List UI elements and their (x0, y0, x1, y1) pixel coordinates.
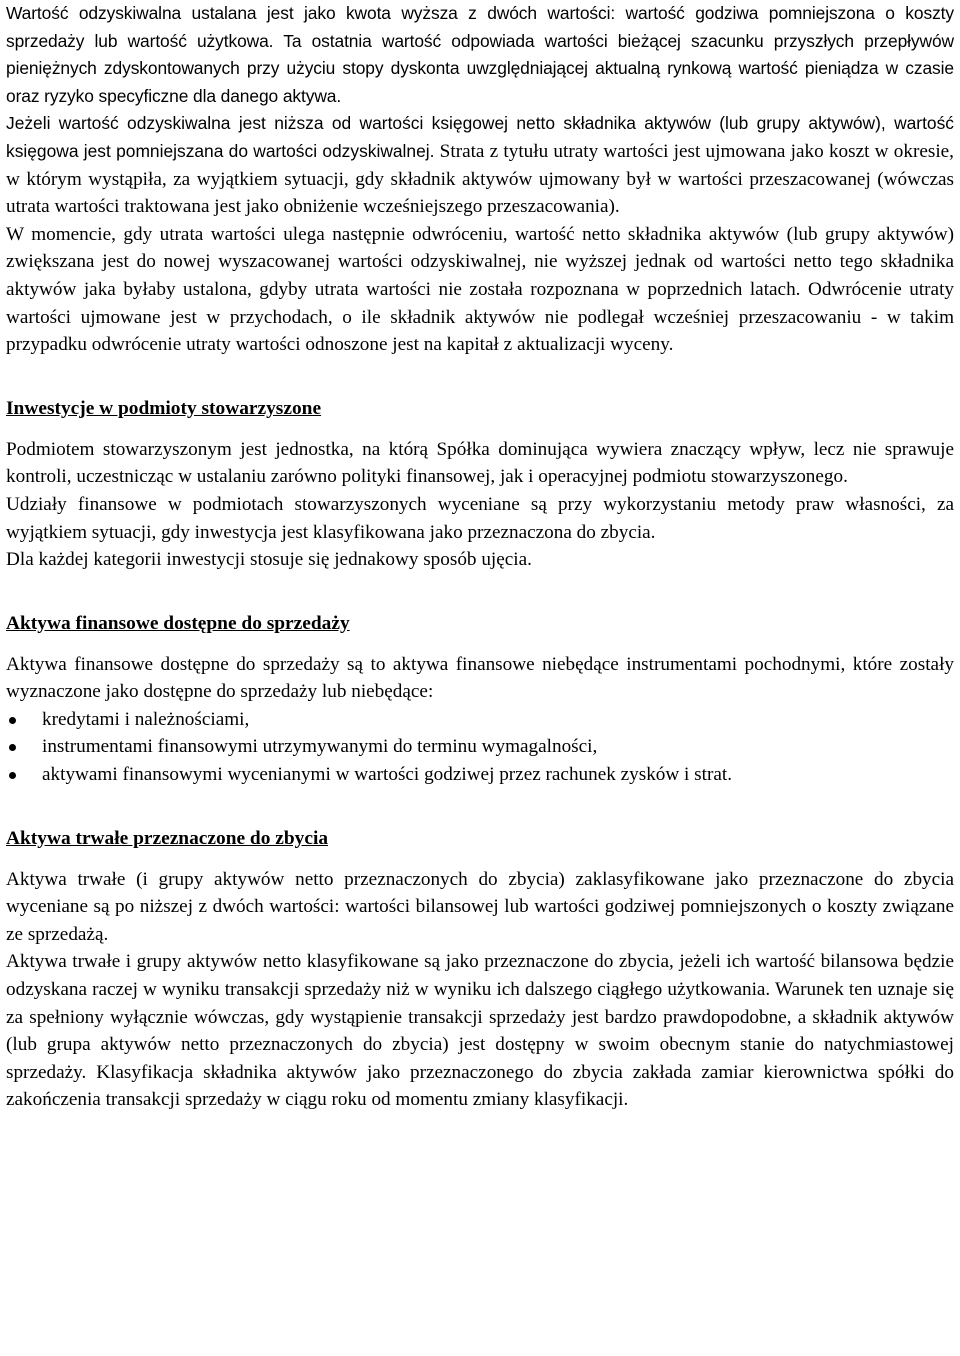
heading-associates: Inwestycje w podmioty stowarzyszone (6, 397, 322, 419)
paragraph-associates-valuation: Udziały finansowe w podmiotach stowarzyszonych wyceniane są przy wykorzystaniu metody praw własności, za wyjątkiem sytuacji, gdy inwestycja jest klasyfikowana jako przeznaczona do zbycia. (6, 493, 954, 543)
paragraph-held-for-sale-valuation: Aktywa trwałe (i grupy aktywów netto przeznaczonych do zbycia) zaklasyfikowane jako przeznaczone do zbycia wyceniane są po niższej z dwóch wartości: wartości bilansowej lub wartości godziwej pomniejszonych o koszty związane ze sprzedażą. (6, 868, 954, 945)
paragraph-recoverable-value: Wartość odzyskiwalna ustalana jest jako kwota wyższa z dwóch wartości: wartość godziwa pomniejszona o koszty sprzedaży lub wartość użytkowa. Ta ostatnia wartość odpowiada wartości bieżącej szacunku przyszłych przepływów pieniężnych zdyskontowanych przy użyciu stopy dyskonta uwzględniającej aktualną rynkową wartość pieniądza w czasie oraz ryzyko specyficzne dla danego aktywa. (6, 3, 954, 106)
list-item (6, 706, 954, 734)
paragraph-impairment-reversal: W momencie, gdy utrata wartości ulega następnie odwróceniu, wartość netto składnika aktywów (lub grupy aktywów) zwiększana jest do nowej wyszacowanej wartości odzyskiwalnej, nie wyższej jednak od wartości netto tego składnika aktywów jaka byłaby ustalona, gdyby utrata wartości nie została rozpoznana w poprzednich latach. Odwrócenie utraty wartości ujmowane jest w przychodach, o ile składnik aktywów nie podlegał wcześniej przeszacowaniu - w takim przypadku odwrócenie utraty wartości odnoszone jest na kapitał z aktualizacji wyceny. (6, 223, 954, 356)
bullet-icon (9, 744, 16, 751)
paragraph-impairment (6, 110, 954, 220)
list-item-text: aktywami finansowymi wycenianymi w wartości godziwej przez rachunek zysków i strat. (42, 764, 733, 786)
paragraph-impairment-part1: Jeżeli wartość odzyskiwalna jest niższa od wartości księgowej netto składnika aktywów (lub grupy aktywów), wartość księgowa jest pomniejszana do wartości odzyskiwalnej. (6, 113, 954, 161)
heading-assets-held-for-sale: Aktywa trwałe przeznaczone do zbycia (6, 827, 329, 849)
list-item (6, 761, 954, 789)
bullet-list (6, 706, 954, 789)
heading-available-for-sale: Aktywa finansowe dostępne do sprzedaży (6, 612, 350, 634)
paragraph-impairment-part2: Strata z tytułu utraty wartości jest ujmowana jako koszt w okresie, w którym wystąpiła, za wyjątkiem sytuacji, gdy składnik aktywów ujmowany był w wartości przeszacowanej (wówczas utrata wartości traktowana jest jako obniżenie wcześniejszego przeszacowania). (6, 140, 954, 218)
list-item-text: kredytami i należnościami, (42, 708, 250, 730)
list-item-text: instrumentami finansowymi utrzymywanymi do terminu wymagalności, (42, 736, 598, 758)
list-item (6, 733, 954, 761)
bullet-icon (9, 772, 16, 779)
paragraph-associates-definition: Podmiotem stowarzyszonym jest jednostka, na którą Spółka dominująca wywiera znaczący wpływ, lecz nie sprawuje kontroli, uczestnicząc w ustalaniu zarówno polityki finansowej, jak i operacyjnej podmiotu stowarzyszonego. (6, 438, 954, 488)
paragraph-available-for-sale: Aktywa finansowe dostępne do sprzedaży są to aktywa finansowe niebędące instrumentami pochodnymi, które zostały wyznaczone jako dostępne do sprzedaży lub niebędące: (6, 653, 954, 703)
paragraph-associates-consistency: Dla każdej kategorii inwestycji stosuje się jednakowy sposób ujęcia. (6, 549, 532, 571)
paragraph-held-for-sale-classification: Aktywa trwałe i grupy aktywów netto klasyfikowane są jako przeznaczone do zbycia, jeżeli ich wartość bilansowa będzie odzyskana raczej w wyniku transakcji sprzedaży niż w wyniku ich dalszego ciągłego użytkowania. Warunek ten uznaje się za spełniony wyłącznie wówczas, gdy wystąpienie transakcji sprzedaży jest bardzo prawdopodobne, a składnik aktywów (lub grupa aktywów netto przeznaczonych do zbycia) jest dostępny w swoim obecnym stanie do natychmiastowej sprzedaży. Klasyfikacja składnika aktywów jako przeznaczonego do zbycia zakłada zamiar kierownictwa spółki do zakończenia transakcji sprzedaży w ciągu roku od momentu zmiany klasyfikacji. (6, 951, 954, 1111)
bullet-icon (9, 717, 16, 724)
